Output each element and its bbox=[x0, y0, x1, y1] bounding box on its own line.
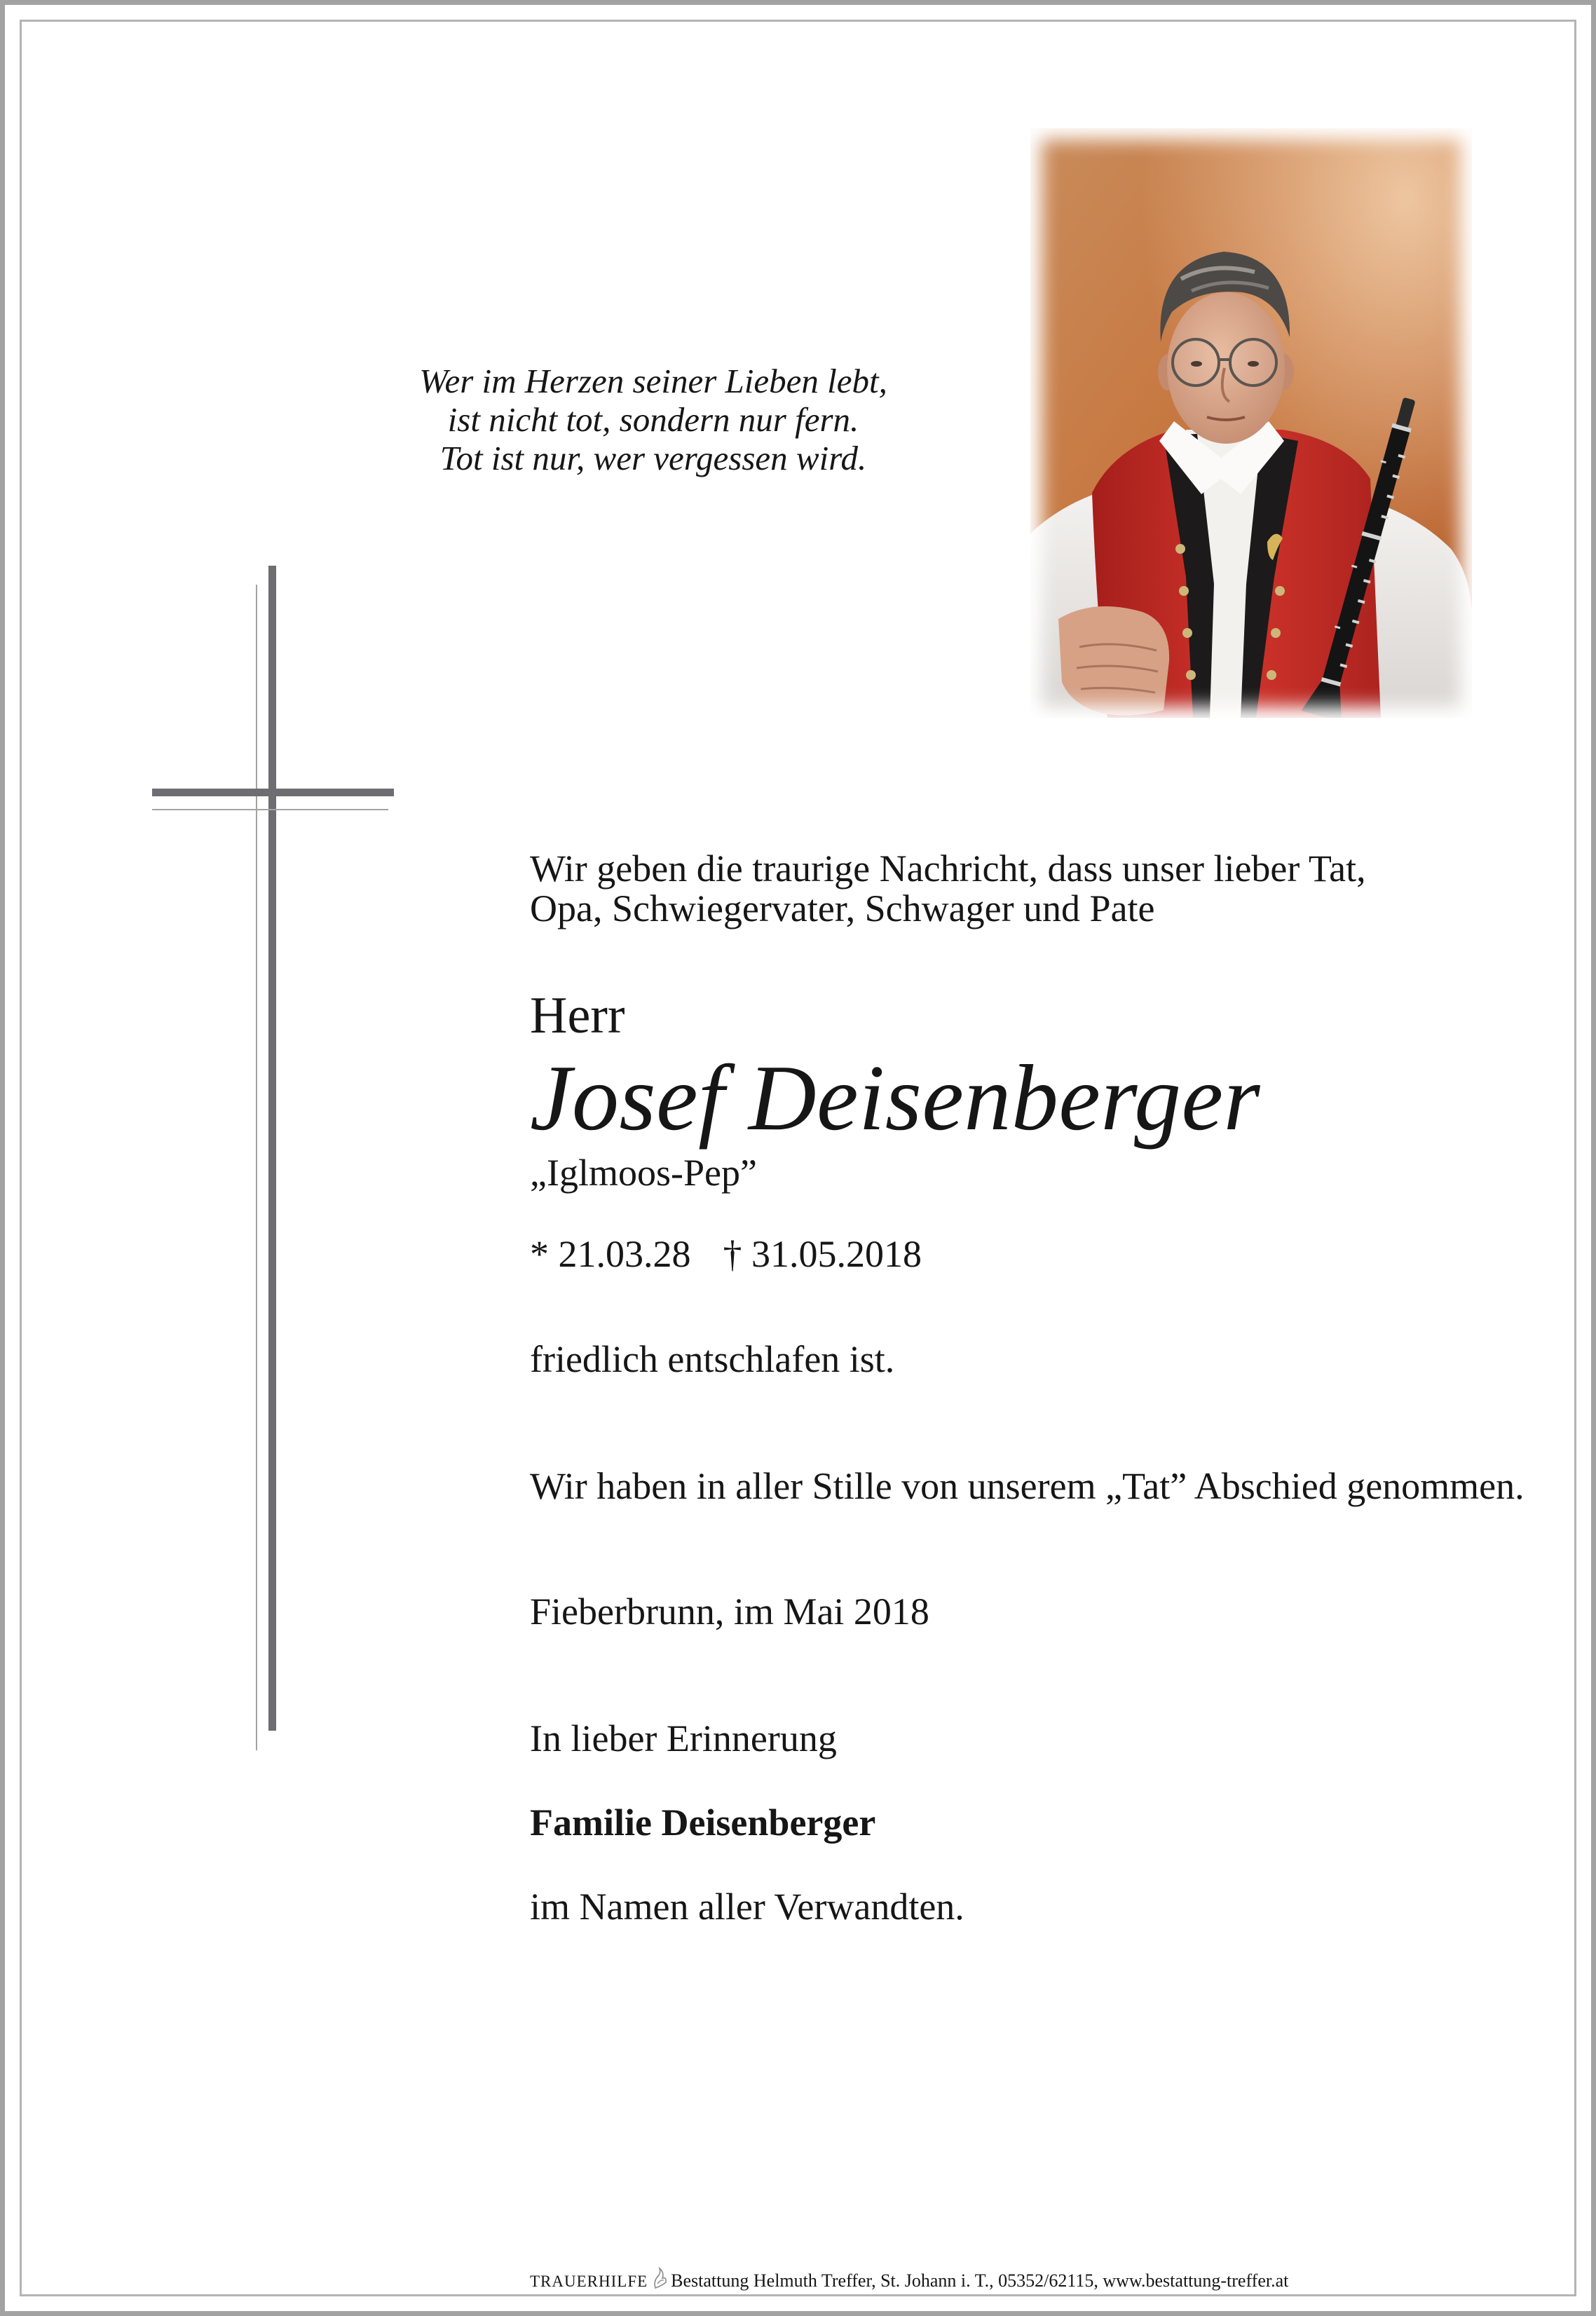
portrait-photo-illustration bbox=[1030, 128, 1472, 718]
footer-brand: TRAUERHILFE bbox=[530, 2273, 648, 2290]
salutation: Herr bbox=[530, 987, 625, 1044]
footer-contact: Bestattung Helmuth Treffer, St. Johann i. T., 05352/62115, www.bestattung-treffer.at bbox=[671, 2270, 1289, 2291]
intro-line: Opa, Schwiegervater, Schwager und Pate bbox=[530, 887, 1155, 929]
hand bbox=[1058, 606, 1169, 716]
deceased-name: Josef Deisenberger bbox=[530, 1046, 1261, 1150]
relatives-text: im Namen aller Verwandten. bbox=[530, 1886, 964, 1928]
intro-line: Wir geben die traurige Nachricht, dass unser lieber Tat, bbox=[530, 847, 1366, 890]
family-signature: Familie Deisenberger bbox=[530, 1801, 876, 1844]
life-dates bbox=[530, 1233, 922, 1275]
cross-vertical-bar bbox=[268, 566, 276, 1731]
memorial-quote bbox=[373, 362, 934, 477]
quote-line: Tot ist nur, wer vergessen wird. bbox=[439, 439, 867, 477]
passing-text: friedlich entschlafen ist. bbox=[530, 1338, 895, 1380]
nickname: „Iglmoos-Pep” bbox=[530, 1152, 757, 1194]
portrait-photo bbox=[1030, 128, 1472, 718]
trauerhilfe-logo-icon bbox=[652, 2267, 667, 2289]
place-and-date: Fieberbrunn, im Mai 2018 bbox=[530, 1590, 929, 1633]
cross-horizontal-bar bbox=[152, 789, 394, 796]
quote-line: ist nicht tot, sondern nur fern. bbox=[447, 400, 859, 439]
funeral-home-footer bbox=[530, 2267, 1288, 2295]
death-date: † 31.05.2018 bbox=[723, 1233, 922, 1275]
cross-vertical-shadow-line bbox=[256, 585, 257, 1750]
birth-date: * 21.03.28 bbox=[530, 1233, 691, 1275]
quote-line: Wer im Herzen seiner Lieben lebt, bbox=[419, 362, 887, 400]
farewell-text: Wir haben in aller Stille von unserem „Tat” Abschied genommen. bbox=[530, 1465, 1525, 1507]
closing-phrase: In lieber Erinnerung bbox=[530, 1717, 837, 1759]
cross-horizontal-shadow-line bbox=[152, 809, 388, 810]
